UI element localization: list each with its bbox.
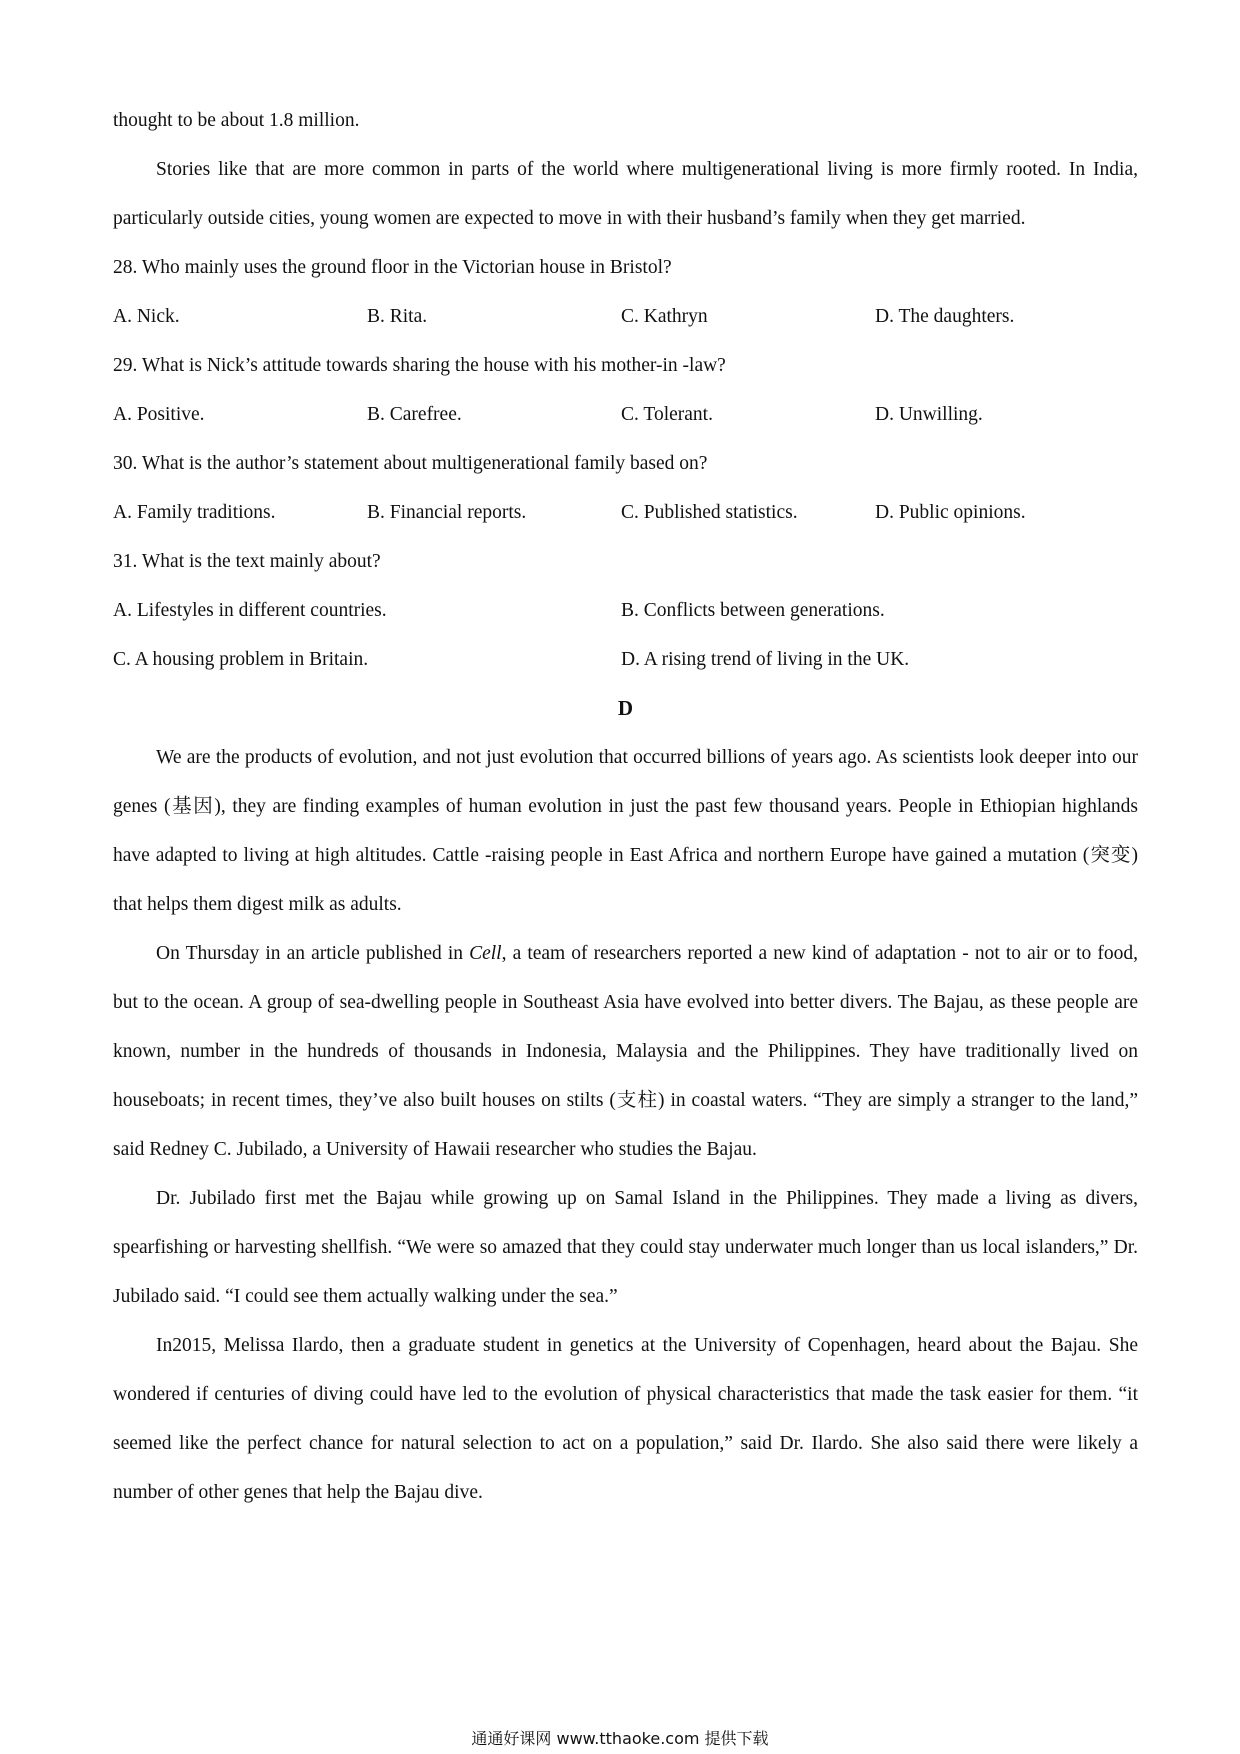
section-d-heading: D [617, 696, 634, 720]
paragraph-2-text-before: On Thursday in an article published in [156, 943, 470, 964]
question-28-stem: 28. Who mainly uses the ground floor in the Victorian house in Bristol? [113, 257, 672, 278]
option-b: B. Financial reports. [367, 502, 527, 523]
intro-line: thought to be about 1.8 million. [113, 110, 360, 131]
option-b: B. Conflicts between generations. [621, 600, 885, 621]
document-page [113, 96, 1138, 1517]
option-c: C. Kathryn [621, 306, 708, 327]
option-a: A. Lifestyles in different countries. [113, 600, 387, 621]
question-31-options-row-2 [113, 635, 1138, 684]
passage-d-paragraph-2 [113, 929, 1138, 1174]
option-c: C. Published statistics. [621, 502, 798, 523]
question-31-stem: 31. What is the text mainly about? [113, 551, 381, 572]
paragraph-2-text-after: , a team of researchers reported a new kind of adaptation - not to air or to food, but to the ocean. A group of sea-dwelling people in Southeast Asia have evolved into better divers. The Bajau, as these people are known, number in the hundreds of thousands in Indonesia, Malaysia and the Philippines. They have traditionally lived on houseboats; in recent times, they’ve also built houses on stilts (支柱) in coastal waters. “They are simply a stranger to the land,” said Redney C. Jubilado, a University of Hawaii researcher who studies the Bajau. [113, 943, 1138, 1160]
passage-d-paragraph-4: In2015, Melissa Ilardo, then a graduate student in genetics at the University of Copenhagen, heard about the Bajau. She wondered if centuries of diving could have led to the evolution of physical characteristics that made the task easier for them. “it seemed like the perfect chance for natural selection to act on a population,” said Dr. Ilardo. She also said there were likely a number of other genes that help the Bajau dive. [113, 1335, 1138, 1503]
question-31-options-row-1 [113, 586, 1138, 635]
option-d: D. Unwilling. [875, 404, 983, 425]
paragraph-stories: Stories like that are more common in parts of the world where multigenerational living is more firmly rooted. In India, particularly outside cities, young women are expected to move in with their husband’s family when they get married. [113, 159, 1138, 229]
page-footer: 通通好课网 www.tthaoke.com 提供下载 [471, 1729, 769, 1748]
option-d: D. Public opinions. [875, 502, 1026, 523]
passage-d-paragraph-1: We are the products of evolution, and not just evolution that occurred billions of years ago. As scientists look deeper into our genes (基因), they are finding examples of human evolution in just the past few thousand years. People in Ethiopian highlands have adapted to living at high altitudes. Cattle -raising people in East Africa and northern Europe have gained a mutation (突变) that helps them digest milk as adults. [113, 747, 1138, 915]
option-d: D. A rising trend of living in the UK. [621, 649, 910, 670]
question-30-stem: 30. What is the author’s statement about multigenerational family based on? [113, 453, 708, 474]
option-c: C. Tolerant. [621, 404, 713, 425]
question-30-options [113, 488, 1138, 537]
journal-name: Cell [469, 943, 502, 964]
question-29-stem: 29. What is Nick’s attitude towards sharing the house with his mother-in -law? [113, 355, 726, 376]
option-a: A. Positive. [113, 404, 205, 425]
option-b: B. Carefree. [367, 404, 462, 425]
option-d: D. The daughters. [875, 306, 1015, 327]
question-28-options [113, 292, 1138, 341]
option-b: B. Rita. [367, 306, 428, 327]
option-c: C. A housing problem in Britain. [113, 649, 369, 670]
option-a: A. Nick. [113, 306, 180, 327]
option-a: A. Family traditions. [113, 502, 276, 523]
question-29-options [113, 390, 1138, 439]
passage-d-paragraph-3: Dr. Jubilado first met the Bajau while growing up on Samal Island in the Philippines. They made a living as divers, spearfishing or harvesting shellfish. “We were so amazed that they could stay underwater much longer than us local islanders,” Dr. Jubilado said. “I could see them actually walking under the sea.” [113, 1188, 1138, 1307]
